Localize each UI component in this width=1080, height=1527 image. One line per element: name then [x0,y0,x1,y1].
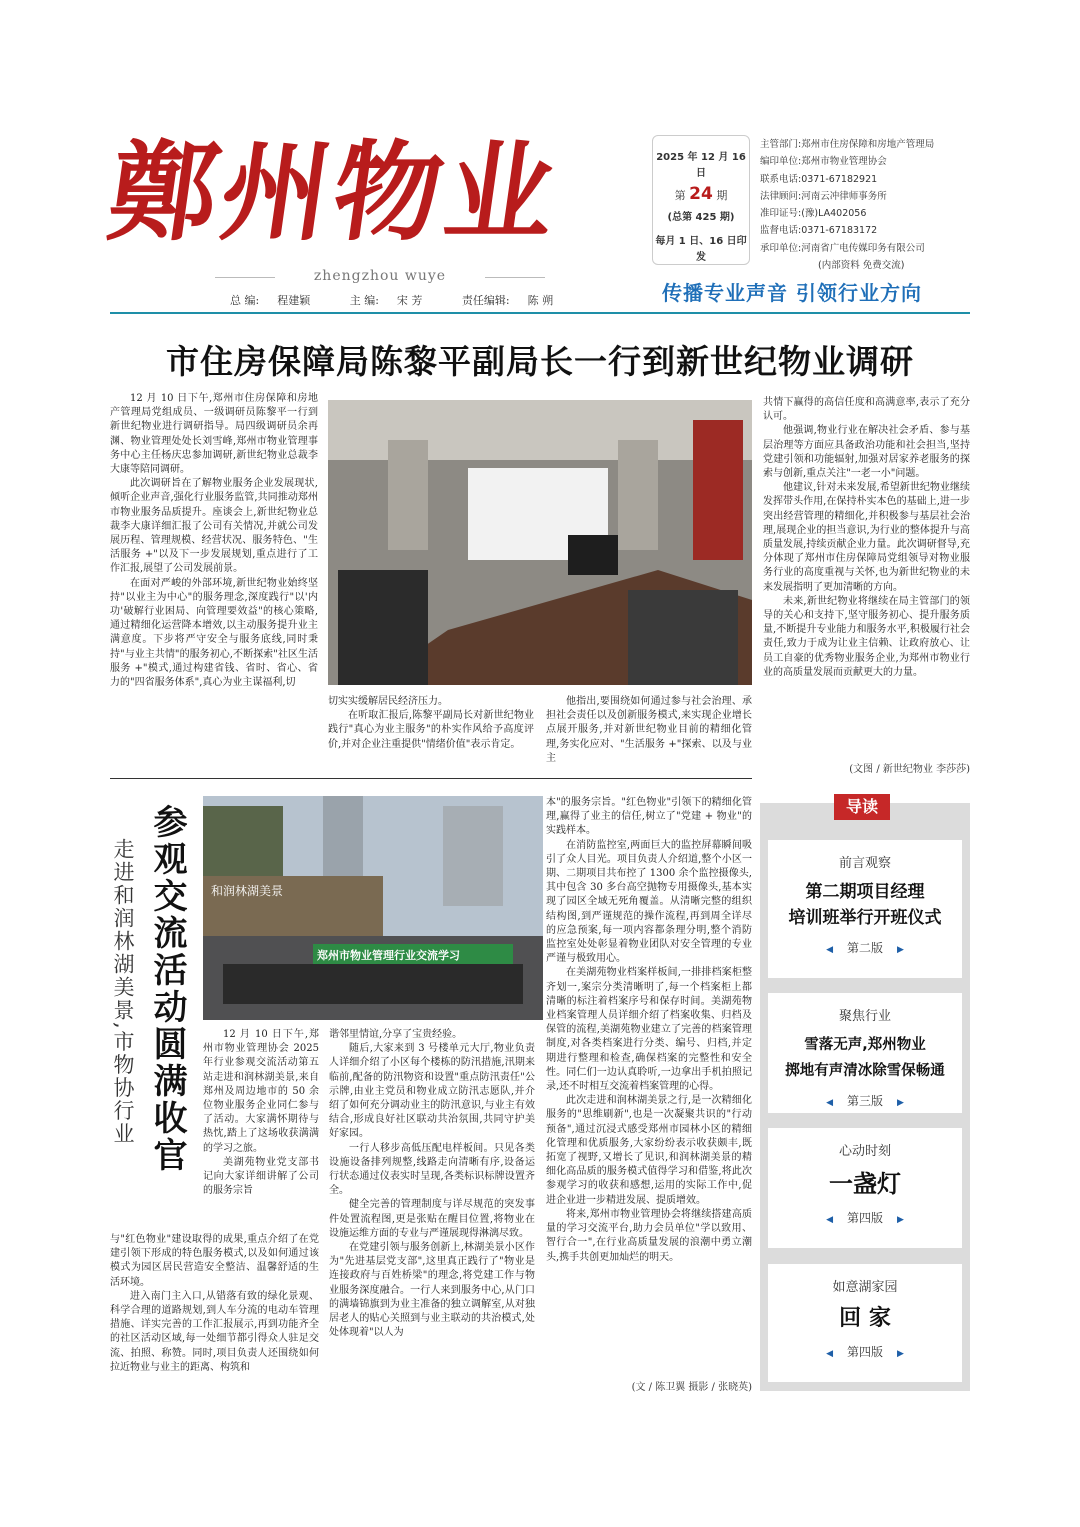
guide-edition [768,1343,962,1360]
pubinfo-line: 准印证号:(豫)LA402056 [760,208,867,220]
paragraph: 此次调研旨在了解物业服务企业发展现状,倾听企业声音,强化行业服务监管,共同推动郑州市物业服务品质提升。座谈会上,新世纪物业总裁李大康详细汇报了公司有关情况,并就公司发展历程、管理规模、经营状况、服务特色、"生活服务 +"以及下一步发展规划,重点进行了工作汇报,展望了公司发展前景。 [110,478,318,575]
guide-edition [768,939,962,956]
chief-name: 程建颖 [277,294,311,307]
paragraph: 在面对严峻的外部环境,新世纪物业始终坚持"以业主为中心"的服务理念,深度践行"以'内功'破解行业困局、向管理要效益"的核心策略,通过精细化运营降本增效,以主动服务提升业主满意度。下步将严守安全与服务底线,同时秉持"与业主共情"的服务初心,不断探索"社区生活服务 +"模式,通过构建省钱、省时、省心、省力的"四省服务体系",真心为业主谋福利,切 [110,577,318,689]
guide-title: 回 家 [839,1306,891,1331]
paragraph: 他强调,物业行业在解决社会矛盾、参与基层治理等方面应具备政治功能和社会担当,坚持党建引领和功能辐射,加强对居家养老服务的探索与创新,重点关注"一老一小"问题。 [763,425,970,480]
guide-item[interactable] [768,840,962,978]
paragraph: 共情下赢得的高信任度和高满意率,表示了充分认可。 [763,397,970,423]
pinyin-rule-right [485,277,545,278]
resp-name: 陈 朔 [527,294,554,307]
editor-credits [230,292,610,308]
guide-category: 前言观察 [838,856,891,871]
pubinfo-line: 监督电话:0371-67183172 [760,225,878,237]
feature-column-1b [110,1233,319,1375]
editor-name: 宋 芳 [396,294,423,307]
issue-suffix: 期 [716,189,728,202]
guide-edition-label: 第四版 [846,1211,883,1225]
lead-column-4 [763,396,970,680]
guide-category: 聚焦行业 [838,1009,891,1024]
guide-edition [768,1092,962,1109]
feature-subtitle: 走进和润林湖美景,市物协行业 [111,838,135,1146]
group-photo [203,796,543,1020]
resp-label: 责任编辑: [461,294,510,307]
paragraph: 此次走进和润林湖美景之行,是一次精细化服务的"思维刷新",也是一次凝聚共识的"行动预备",通过沉浸式感受郑州市园林小区的精细化管理和优质服务,大家纷纷表示收获颇丰,既拓宽了视野,又增长了见识,和润林湖美景的精细化高品质的服务模式值得学习和借鉴,将此次参观学习的收获和感想,运用的实际工作中,促进企业进一步精进发展、提质增效。 [546,1095,752,1206]
issue-total: (总第 425 期) [667,212,735,223]
feature-column-3 [546,796,752,1265]
paragraph: 12 月 10 日下午,郑州市住房保障和房地产管理局党组成员、一级调研员陈黎平一行到新世纪物业进行调研指导。局四级调研员余再渊、物业管理处处长刘雪峰,郑州市物业管理事务中心主任杨庆忠参加调研,新世纪物业总裁李大康等陪同调研。 [110,393,318,476]
paragraph: 将来,郑州市物业管理协会将继续搭建高质量的学习交流平台,助力会员单位"学以致用、智行合一",在行业高质量发展的浪潮中勇立潮头,携手共创更加灿烂的明天。 [546,1208,752,1263]
guide-item[interactable] [768,993,962,1113]
masthead-title: 鄭州物业 [101,130,567,256]
chief-label: 总 编: [230,294,260,307]
paragraph: 美湖苑物业党支部书记向大家详细讲解了公司的服务宗旨 [203,1156,319,1197]
feature-column-2 [329,1028,535,1340]
editor-label: 主 编: [349,294,379,307]
paragraph: 随后,大家来到 3 号楼单元大厅,物业负责人详细介绍了小区每个楼栋的防汛措施,汛期来临前,配备的防汛物资和设置"重点防汛责任"公示牌,由业主党员和物业成立防汛志愿队,并介绍了如何充分调动业主的防汛意识,与业主有效结合,形成良好社区联动共治氛围,共同守护美好家园。 [329,1043,535,1140]
pubinfo-line: 法律顾问:河南云冲律师事务所 [760,190,887,202]
pubinfo-line: (内部资料 免费交流) [818,260,905,272]
publication-info [760,136,970,274]
guide-edition-label: 第四版 [846,1345,883,1359]
slogan: 传播专业声音 引领行业方向 [662,281,922,305]
pubinfo-line: 承印单位:河南省广电传媒印务有限公司 [760,242,925,254]
paragraph: 健全完善的管理制度与详尽规范的突发事件处置流程图,更是张贴在醒目位置,将物业在设施运维方面的专业与严谨展现得淋漓尽致。 [329,1199,535,1239]
paragraph: 切实实缓解居民经济压力。 [328,696,448,707]
triangle-right-icon: ▶ [897,1215,904,1225]
guide-edition [768,1209,962,1226]
paragraph: 在美湖苑物业档案样板间,一排排档案柜整齐划一,案宗分类清晰明了,每一个档案柜上都清晰的标注着档案序号和保存时间。美湖苑物业档案管理人员详细介绍了档案收集、归档及保管的流程,美湖苑物业建立了完善的档案管理制度,对各类档案进行分类、编号、归档,并定期进行整理和检查,确保档案的完整性和安全性。同仁们一边认真聆听,一边拿出手机拍照记录,还不时相互交流着档案管理的心得。 [546,967,752,1093]
lead-column-1 [110,392,318,690]
guide-edition-label: 第三版 [846,1094,883,1108]
paragraph: 在消防监控室,两面巨大的监控屏幕瞬间吸引了众人目光。项目负责人介绍道,整个小区一期、二期项目共布控了 1300 余个监控摄像头,其中包含 30 多台高空抛物专用摄像头,基本实现了园区全域无死角覆盖。从清晰完整的组织结构图,到严谨规范的操作流程,再到周全详尽的应急预案,每一项内容都条理分明,整个消防监控室处处彰显着物业团队对安全管理的专业严谨与极致用心。 [546,839,752,965]
paragraph: 在听取汇报后,陈黎平副局长对新世纪物业践行"真心为业主服务"的朴实作风给予高度评价,并对企业注重提供"情绪价值"表示肯定。 [328,710,534,750]
pubinfo-line: 编印单位:郑州市物业管理协会 [760,156,887,168]
lead-credit: (文图 / 新世纪物业 李莎莎) [849,764,970,775]
feature-title: 参观交流活动圆满收官 [147,804,187,1174]
guide-title-line: 第二期项目经理 [805,882,925,902]
masthead-pinyin: zhengzhou wuye [313,268,447,284]
triangle-left-icon: ◀ [826,1098,833,1108]
triangle-left-icon: ◀ [826,1215,833,1225]
issue-num-value: 24 [689,184,713,204]
guide-title-line: 雪落无声,郑州物业 [804,1037,926,1053]
feature-credit: (文 / 陈卫翼 摄影 / 张晓英) [631,1382,752,1393]
guide-title: 一盏灯 [829,1170,901,1198]
guide-item[interactable] [768,1264,962,1382]
lead-column-3 [546,695,752,766]
paragraph: 一行人移步高低压配电样板间。只见各类设施设备排列规整,线路走向清晰有序,设备运行状态通过仪表实时呈现,各类标识标牌设置齐全。 [329,1142,535,1197]
guide-category: 心动时刻 [838,1144,891,1159]
group-photo-illustration [203,796,543,1020]
paragraph: 未来,新世纪物业将继续在局主管部门的领导的关心和支持下,坚守服务初心、提升服务质量,不断提升专业能力和服务水平,积极履行社会责任,致力于成为让业主信赖、让政府放心、让员工自豪的优秀物业服务企业,为郑州市物业行业的高质量发展而贡献更大的力量。 [763,595,970,678]
meeting-photo-illustration [328,400,752,685]
guide-title [768,879,962,931]
lead-column-2 [328,695,534,752]
issue-number [653,186,749,204]
paragraph: 本"的服务宗旨。"红色物业"引领下的精细化管理,赢得了业主的信任,树立了"党建 + 物业"的实践样本。 [546,797,752,837]
issue-prefix: 第 [674,189,686,202]
group-banner: 郑州市物业管理行业交流学习 [317,949,460,962]
paragraph: 与"红色物业"建设取得的成果,重点介绍了在党建引领下形成的特色服务模式,以及如何通过该模式为园区居民营造安全整洁、温馨舒适的生活环境。 [110,1234,319,1288]
paragraph: 他指出,要围绕如何通过参与社会治理、承担社会责任以及创新服务模式,来实现企业增长点展开服务,并对新世纪物业目前的精细化管理,务实化应对、"生活服务 +"探索、以及与业主 [546,696,752,764]
guide-category: 如意湖家园 [832,1280,898,1295]
masthead-rule [110,312,970,314]
triangle-right-icon: ▶ [897,1098,904,1108]
estate-sign: 和润林湖美景 [211,884,284,898]
issue-box [652,135,750,265]
guide-title-line: 掷地有声清冰除雪保畅通 [785,1063,945,1079]
triangle-right-icon: ▶ [897,945,904,955]
pubinfo-line: 主管部门:郑州市住房保障和房地产管理局 [760,139,935,150]
triangle-right-icon: ▶ [897,1349,904,1359]
guide-item[interactable] [768,1128,962,1248]
guide-badge: 导读 [834,794,890,820]
triangle-left-icon: ◀ [826,945,833,955]
paragraph: 谐邻里情谊,分享了宝贵经验。 [329,1029,463,1040]
paragraph: 进入南门主入口,从错落有致的绿化景观、科学合理的道路规划,到人车分流的电动车管理措施、详实完善的工作汇报展示,再到功能齐全的社区活动区域,每一处细节都引得众人驻足交流、拍照、称赞。同时,项目负责人还围绕如何拉近物业与业主的距离、构筑和 [110,1290,319,1373]
feature-column-1 [203,1028,319,1198]
lead-headline: 市住房保障局陈黎平副局长一行到新世纪物业调研 [166,342,914,381]
issue-date: 2025 年 12 月 16 日 [656,152,746,179]
guide-title-line: 培训班举行开班仪式 [788,908,942,928]
pubinfo-line: 联系电话:0371-67182921 [760,173,878,185]
paragraph: 在党建引领与服务创新上,林湖美景小区作为"先进基层党支部",这里真正践行了"物业是连接政府与百姓桥梁"的理念,将党建工作与物业服务深度融合。一行人来到服务中心,从门口的满墙锦旗到为业主准备的独立调解室,从对独居老人的贴心关照到与业主联动的共治模式,处处体现着"以人为 [329,1242,535,1339]
section-divider [110,778,752,779]
guide-edition-label: 第二版 [846,941,883,955]
triangle-left-icon: ◀ [826,1349,833,1359]
paragraph: 12 月 10 日下午,郑州市物业管理协会 2025 年行业参观交流活动第五站走进和润林湖美景,来自郑州及周边地市的 50 余位物业服务企业同仁参与了活动。大家满怀期待与热忱,踏上了这场收获满满的学习之旅。 [203,1029,319,1154]
paragraph: 他建议,针对未来发展,希望新世纪物业继续发挥带头作用,在保持朴实本色的基础上,进一步突出经营管理的精细化,并积极参与基层社会治理,展现企业的担当意识,为行业的整体提升与高质量发展,持续贡献企业力量。此次调研督导,充分体现了郑州市住房保障局党组领导对物业服务行业的高度重视与关怀,也为新世纪物业的未来发展指明了更加清晰的方向。 [763,482,970,593]
issue-frequency: 每月 1 日、16 日印发 [655,236,747,263]
guide-title [768,1032,962,1084]
meeting-photo [328,400,752,685]
